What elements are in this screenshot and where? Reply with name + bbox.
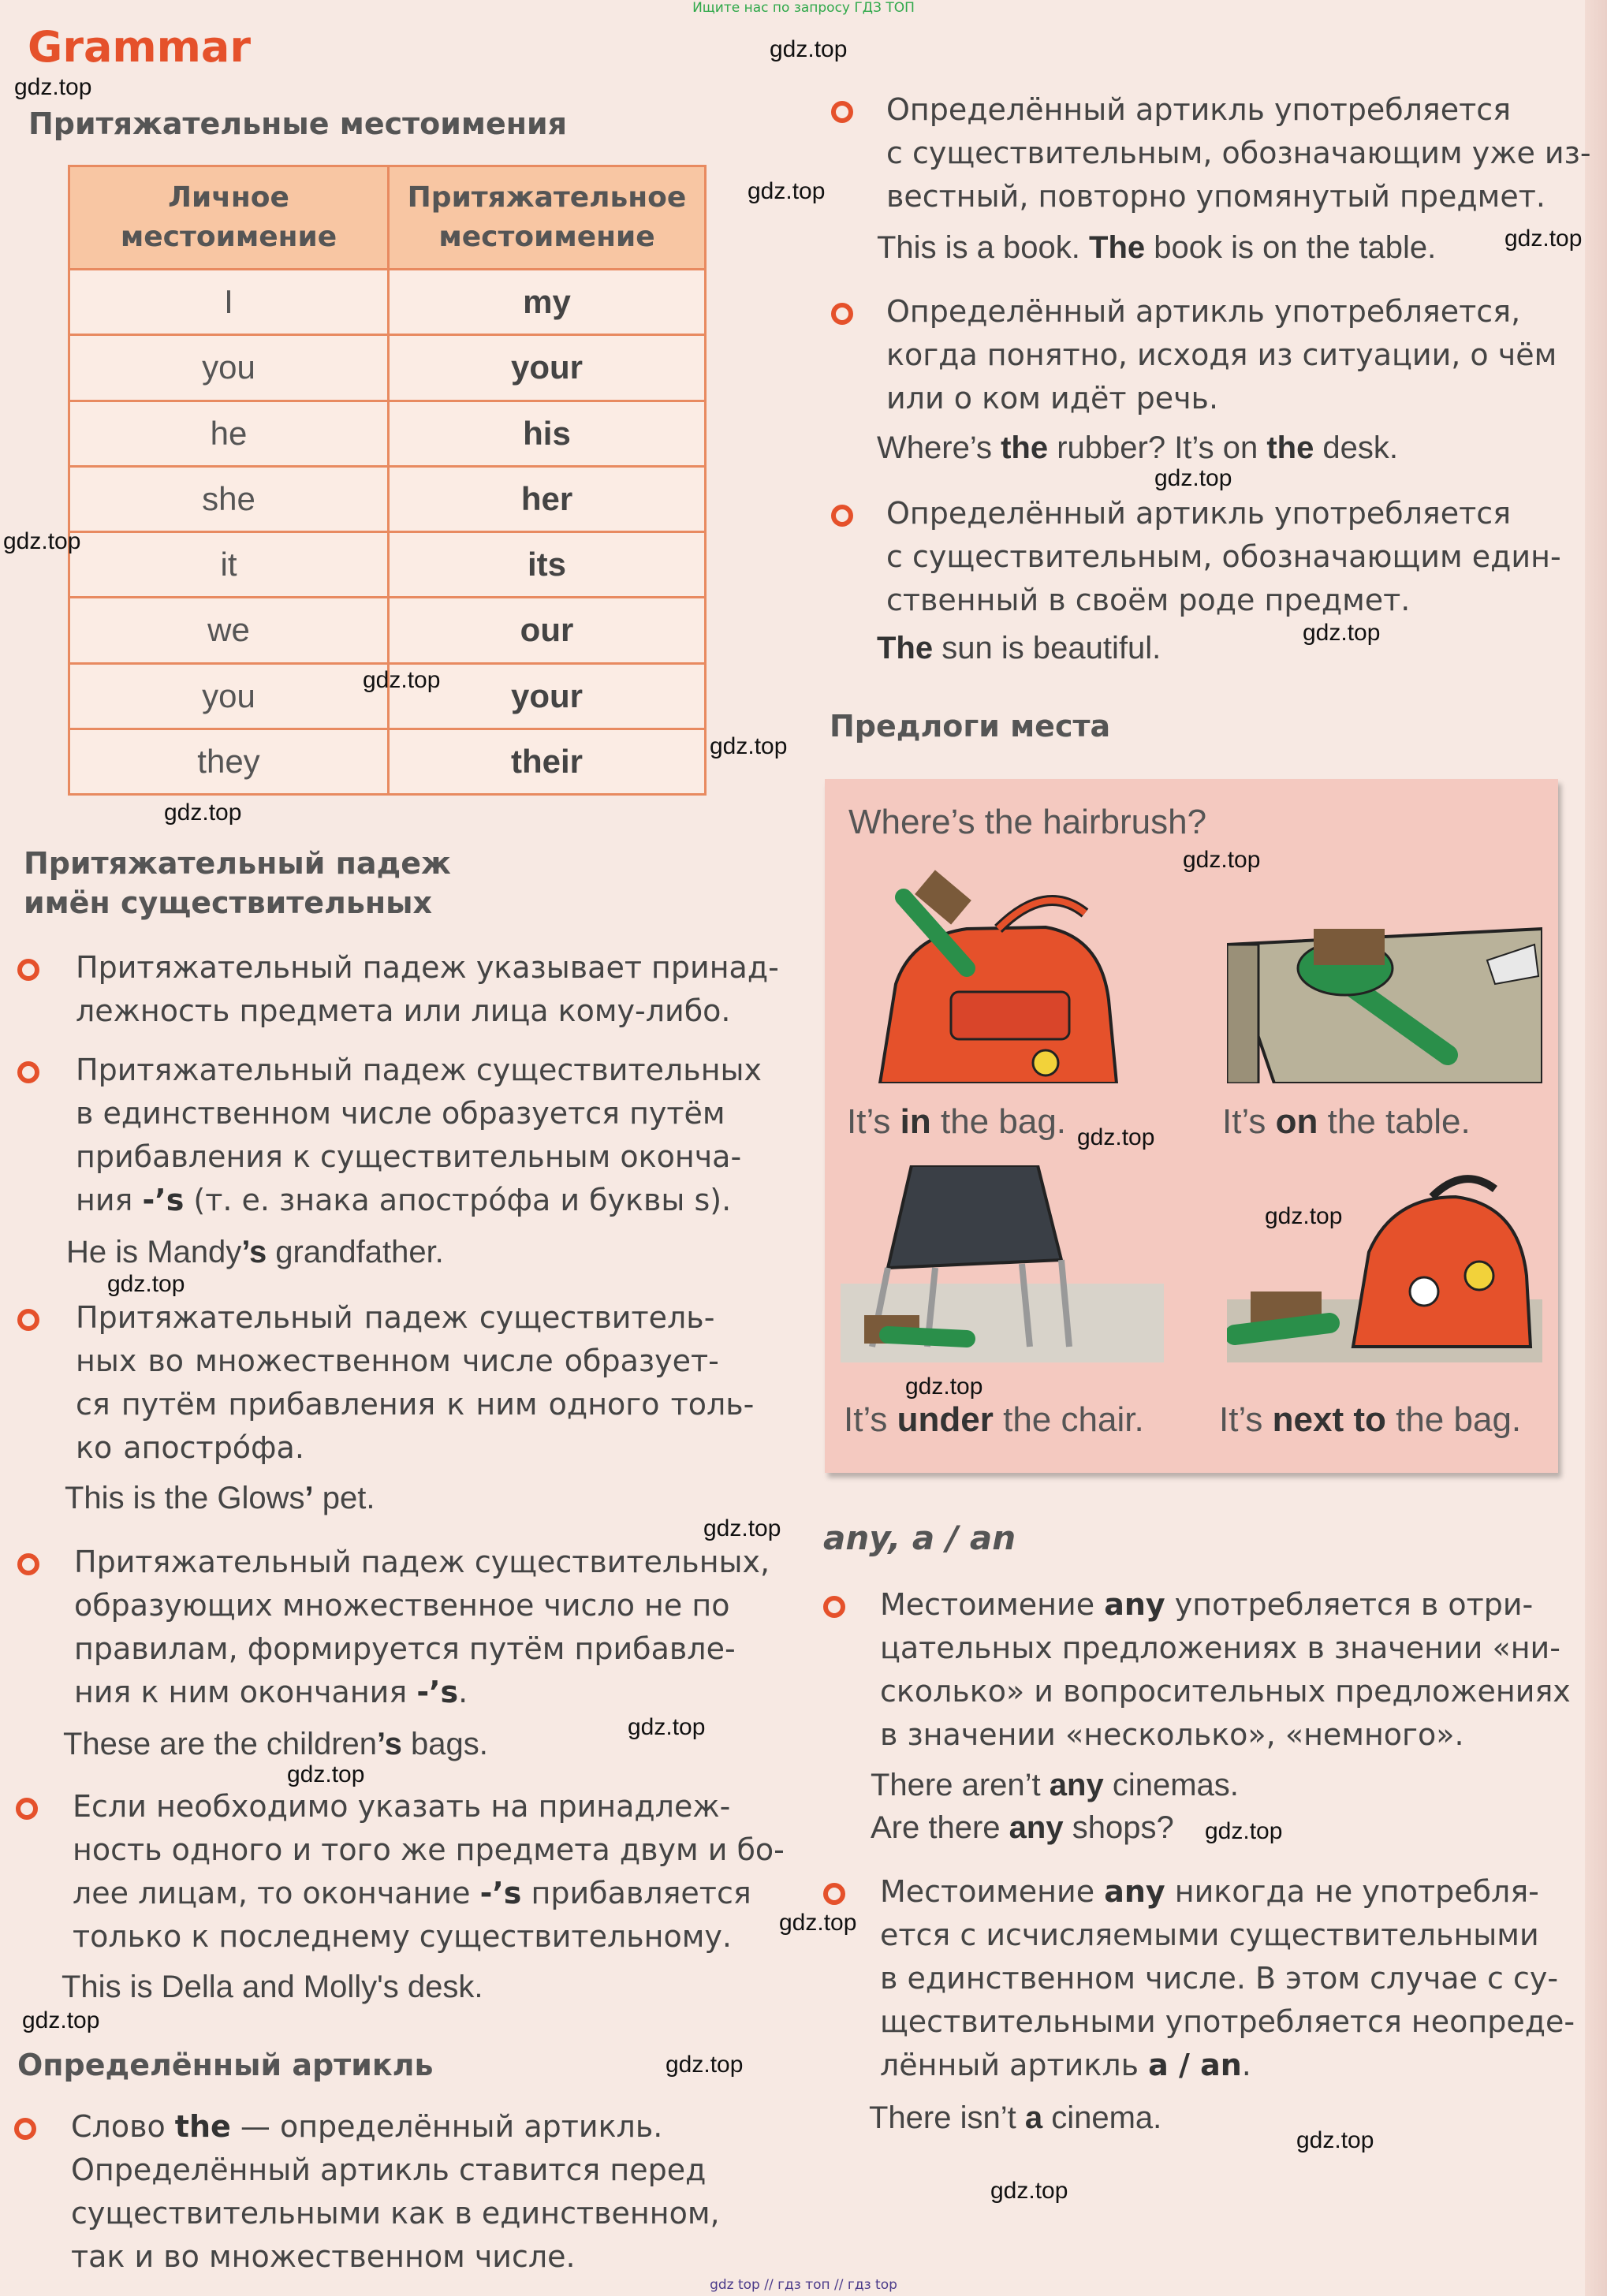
watermark: gdz.top: [1265, 1203, 1343, 1229]
heading-line: Притяжательный падеж: [24, 846, 451, 881]
possessive-cell: their: [389, 729, 706, 794]
text-run: pet.: [313, 1481, 375, 1515]
any-heading: any, a / an: [823, 1519, 1016, 1557]
watermark: gdz.top: [905, 1374, 983, 1400]
text-line: образующих множественное число не по: [74, 1588, 730, 1623]
bag-with-brush-image: [848, 866, 1129, 1083]
text-run: the: [174, 2109, 231, 2144]
text-line: [71, 2105, 720, 2149]
table-row: [69, 729, 706, 794]
heading-line: имён существительных: [24, 885, 433, 920]
text-run: grandfather.: [267, 1235, 444, 1269]
watermark: gdz.top: [628, 1714, 706, 1740]
text-run: cinema.: [1042, 2100, 1162, 2135]
text-run: This is a book.: [877, 230, 1090, 265]
watermark: gdz.top: [1504, 226, 1583, 252]
text-run: in: [900, 1102, 931, 1141]
text-line: в единственном числе образуется путём: [76, 1096, 725, 1131]
brush-on-table-image: [1227, 897, 1542, 1083]
text-line: или о ком идёт речь.: [886, 381, 1219, 416]
personal-cell: we: [69, 598, 389, 663]
text-run: a: [1024, 2100, 1043, 2135]
text-run: Where’s: [877, 430, 1001, 465]
text-run: никогда не употребля-: [1165, 1874, 1539, 1909]
watermark: gdz.top: [14, 74, 92, 100]
watermark: gdz.top: [710, 733, 788, 759]
text-run: a / an: [1148, 2048, 1242, 2082]
bullet-icon: [823, 1883, 845, 1905]
watermark: gdz.top: [107, 1271, 185, 1297]
personal-cell: it: [69, 532, 389, 598]
text-run: This is the Glows: [65, 1481, 305, 1515]
example: [869, 2100, 1161, 2136]
page-title: Grammar: [28, 22, 251, 72]
possessive-case-heading: [24, 844, 451, 922]
prep-question: Where’s the hairbrush?: [848, 803, 1207, 841]
rule-text: [74, 1541, 770, 1714]
prepositions-heading: Предлоги места: [830, 709, 1111, 744]
watermark: gdz.top: [363, 667, 441, 693]
text-run: -’s: [416, 1675, 459, 1709]
text-line: прибавления к существительным оконча-: [76, 1139, 742, 1174]
rule-text: [886, 290, 1557, 420]
table-row: [69, 532, 706, 598]
text-run: It’s: [844, 1400, 897, 1439]
rule-text: [886, 88, 1591, 218]
text-run: It’s: [1219, 1400, 1273, 1439]
possessive-cell: her: [389, 466, 706, 531]
table-row: [69, 401, 706, 466]
text-line: так и во множественном числе.: [71, 2239, 576, 2274]
watermark: gdz.top: [287, 1761, 365, 1787]
text-run: It’s: [847, 1102, 900, 1141]
text-line: лежность предмета или лица кому-либо.: [76, 993, 731, 1028]
col-possessive-header: [389, 166, 706, 270]
example: [877, 430, 1398, 466]
brush-under-chair-image: [841, 1165, 1164, 1362]
text-run: the chair.: [993, 1400, 1144, 1439]
text-line: Определённый артикль употребляется,: [886, 294, 1521, 329]
caption-under: [844, 1400, 1144, 1440]
text-line: [880, 2044, 1575, 2087]
text-run: He is Mandy: [66, 1235, 242, 1269]
text-run: Местоимение: [880, 1874, 1105, 1909]
possessive-cell: our: [389, 598, 706, 663]
col2-line1: Притяжательное: [407, 181, 687, 214]
text-run: any: [1104, 1587, 1165, 1622]
text-line: Определённый артикль употребляется: [886, 496, 1512, 531]
bullet-icon: [17, 959, 39, 981]
text-run: the bag.: [930, 1102, 1067, 1141]
text-run: ния к ним окончания: [74, 1675, 417, 1709]
rule-text: [886, 492, 1561, 622]
bullet-icon: [831, 505, 853, 527]
text-run: sun is beautiful.: [933, 631, 1161, 665]
rule-text: [76, 1296, 754, 1470]
example: [66, 1235, 444, 1270]
text-line: ных во множественном числе образует-: [76, 1344, 719, 1378]
personal-cell: you: [69, 663, 389, 729]
text-line: Определённый артикль употребляется: [886, 92, 1512, 127]
bullet-icon: [17, 1061, 39, 1083]
text-run: — определённый артикль.: [230, 2109, 663, 2144]
example: [871, 1768, 1239, 1803]
table-row: [69, 466, 706, 531]
bullet-icon: [17, 1553, 39, 1575]
text-run: There isn’t: [869, 2100, 1025, 2135]
text-run: лённый артикль: [880, 2048, 1149, 2082]
pronoun-table: [68, 165, 707, 796]
text-line: в единственном числе. В этом случае с су-: [880, 1961, 1559, 1996]
bullet-icon: [831, 303, 853, 325]
text-line: когда понятно, исходя из ситуации, о чём: [886, 337, 1557, 372]
text-run: Местоимение: [880, 1587, 1105, 1622]
text-line: ся путём прибавления к ним одного толь-: [76, 1387, 755, 1422]
example: [65, 1481, 375, 1516]
caption-in: [847, 1102, 1066, 1142]
text-run: the: [1001, 430, 1049, 465]
text-line: цательных предложениях в значении «ни-: [880, 1631, 1560, 1665]
text-line: в значении «несколько», «немного».: [880, 1717, 1464, 1752]
possessive-cell: my: [389, 270, 706, 335]
text-line: только к последнему существительному.: [73, 1919, 732, 1954]
bullet-icon: [14, 2118, 36, 2140]
table-row: [69, 598, 706, 663]
watermark: gdz.top: [748, 178, 826, 204]
example: [877, 631, 1161, 666]
table-header-row: [69, 166, 706, 270]
text-run: rubber? It’s on: [1048, 430, 1267, 465]
text-line: [76, 1179, 762, 1222]
example: [877, 230, 1436, 266]
text-run: -’s: [142, 1183, 185, 1217]
caption-on: [1222, 1102, 1471, 1142]
bullet-icon: [16, 1798, 38, 1820]
text-run: The: [877, 631, 934, 665]
watermark: gdz.top: [1296, 2127, 1374, 2153]
rule-text: [880, 1583, 1571, 1757]
text-line: [74, 1671, 770, 1714]
text-run: ’s: [377, 1727, 402, 1761]
watermark: gdz.top: [1077, 1124, 1155, 1150]
text-line: [880, 1870, 1575, 1914]
watermark: gdz.top: [1303, 620, 1381, 646]
text-run: the: [1266, 430, 1314, 465]
watermark: gdz.top: [1183, 847, 1261, 873]
table-row: [69, 335, 706, 401]
text-run: bags.: [401, 1727, 488, 1761]
possessive-pronouns-heading: Притяжательные местоимения: [28, 106, 568, 141]
text-line: ность одного и того же предмета двум и бо-: [73, 1832, 785, 1867]
text-line: ко апостро́фа.: [76, 1430, 304, 1465]
example: This is Della and Molly's desk.: [62, 1970, 483, 2004]
text-run: any: [1049, 1768, 1104, 1802]
col2-line2: местоимение: [438, 221, 655, 253]
prepositions-box: [825, 779, 1558, 1473]
watermark: gdz.top: [1154, 465, 1232, 491]
bullet-icon: [823, 1596, 845, 1618]
text-run: It’s: [1222, 1102, 1276, 1141]
text-line: Притяжательный падеж существитель-: [76, 1300, 715, 1335]
rule-text: [71, 2105, 720, 2279]
watermark: gdz.top: [3, 528, 81, 554]
rule-text: [73, 1785, 785, 1959]
text-run: any: [1009, 1810, 1064, 1845]
rule-text: [880, 1870, 1575, 2087]
watermark: gdz.top: [164, 800, 242, 826]
text-run: There aren’t: [871, 1768, 1050, 1802]
personal-cell: I: [69, 270, 389, 335]
text-run: (т. е. знака апостро́фа и буквы s).: [184, 1183, 732, 1217]
text-run: the bag.: [1385, 1400, 1522, 1439]
text-run: book is on the table.: [1145, 230, 1437, 265]
personal-cell: they: [69, 729, 389, 794]
text-run: лее лицам, то окончание: [73, 1876, 480, 1910]
watermark: gdz.top: [779, 1910, 857, 1936]
page-edge: [1585, 0, 1607, 2296]
text-line: Если необходимо указать на принадлеж-: [73, 1789, 731, 1824]
footer: gdz top // гдз топ // гдз top: [710, 2277, 897, 2293]
possessive-cell: your: [389, 335, 706, 401]
text-line: сколько» и вопросительных предложениях: [880, 1674, 1571, 1709]
col1-line2: местоимение: [120, 221, 337, 253]
text-line: Притяжательный падеж существительных,: [74, 1545, 770, 1579]
text-line: ственный в своём роде предмет.: [886, 583, 1411, 617]
text-line: ществительными употребляется неопреде-: [880, 2004, 1575, 2039]
text-line: Притяжательный падеж указывает принад-: [76, 950, 779, 985]
text-line: ется с исчисляемыми существительными: [880, 1918, 1539, 1952]
caption-next-to: [1219, 1400, 1521, 1440]
personal-cell: he: [69, 401, 389, 466]
personal-cell: she: [69, 466, 389, 531]
text-run: Слово: [71, 2109, 175, 2144]
text-line: правилам, формируется путём прибавле-: [74, 1631, 736, 1666]
text-run: употребляется в отри-: [1165, 1587, 1534, 1622]
rule-text: [76, 1049, 762, 1222]
text-run: under: [897, 1400, 994, 1439]
text-run: .: [1241, 2048, 1251, 2082]
example: [63, 1727, 488, 1762]
text-line: существительными как в единственном,: [71, 2196, 720, 2231]
text-line: Притяжательный падеж существительных: [76, 1053, 762, 1087]
personal-cell: you: [69, 335, 389, 401]
text-run: next to: [1272, 1400, 1386, 1439]
possessive-cell: your: [389, 663, 706, 729]
text-run: any: [1104, 1874, 1165, 1909]
brush-next-to-bag-image: [1227, 1165, 1542, 1362]
possessive-cell: his: [389, 401, 706, 466]
top-banner: Ищите нас по запросу ГДЗ ТОП: [692, 0, 915, 16]
col1-line1: Личное: [168, 181, 289, 214]
text-run: These are the children: [63, 1727, 378, 1761]
text-run: the table.: [1318, 1102, 1471, 1141]
text-line: Определённый артикль ставится перед: [71, 2152, 707, 2187]
text-run: -’s: [479, 1876, 522, 1910]
example: [871, 1810, 1174, 1846]
watermark: gdz.top: [770, 36, 848, 62]
bullet-icon: [831, 101, 853, 123]
text-run: ’: [304, 1481, 314, 1515]
bullet-icon: [17, 1309, 39, 1331]
text-run: прибавляется: [521, 1876, 751, 1910]
table-row: [69, 270, 706, 335]
watermark: gdz.top: [703, 1515, 781, 1541]
text-run: Are there: [871, 1810, 1009, 1845]
definite-article-heading: Определённый артикль: [17, 2048, 434, 2082]
text-line: с существительным, обозначающим уже из-: [886, 136, 1591, 170]
text-run: The: [1089, 230, 1146, 265]
text-line: вестный, повторно упомянутый предмет.: [886, 179, 1545, 214]
watermark: gdz.top: [990, 2178, 1068, 2204]
text-run: ’s: [241, 1235, 267, 1269]
text-run: cinemas.: [1103, 1768, 1239, 1802]
text-line: [880, 1583, 1571, 1627]
col-personal-header: [69, 166, 389, 270]
text-run: shops?: [1063, 1810, 1174, 1845]
watermark: gdz.top: [666, 2052, 744, 2078]
text-line: [73, 1872, 785, 1915]
rule-text: [76, 946, 779, 1033]
text-run: desk.: [1314, 430, 1399, 465]
text-run: on: [1275, 1102, 1318, 1141]
text-run: .: [458, 1675, 468, 1709]
watermark: gdz.top: [1205, 1818, 1283, 1844]
possessive-cell: its: [389, 532, 706, 598]
text-run: ния: [76, 1183, 143, 1217]
watermark: gdz.top: [22, 2007, 100, 2033]
text-line: с существительным, обозначающим един-: [886, 539, 1561, 574]
